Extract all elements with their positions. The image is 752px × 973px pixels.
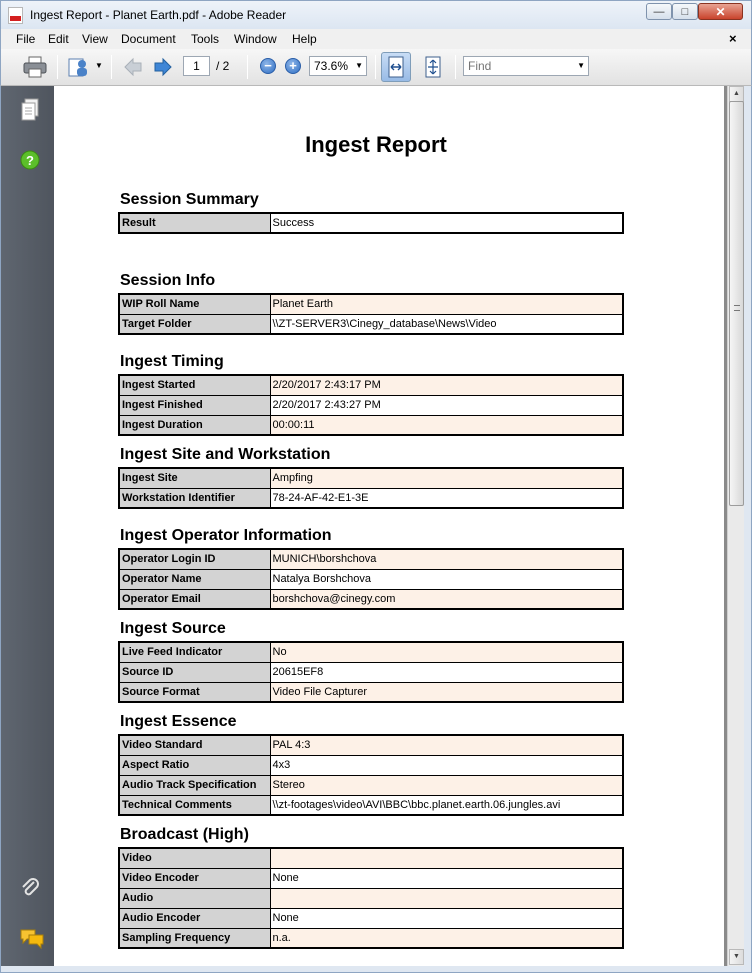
zoom-in-button[interactable] [285, 58, 301, 74]
field-value: 4x3 [270, 755, 623, 775]
section-heading: Broadcast (High) [120, 826, 249, 843]
table-row [119, 755, 623, 775]
report-table [118, 212, 624, 234]
section-heading: Ingest Source [120, 620, 226, 637]
field-label: Video [119, 848, 270, 868]
field-label: Live Feed Indicator [119, 642, 270, 662]
report-table [118, 374, 624, 436]
field-value: Planet Earth [270, 294, 623, 314]
field-value: No [270, 642, 623, 662]
attachment-icon[interactable] [20, 876, 40, 900]
field-label: Source Format [119, 682, 270, 702]
zoom-out-icon: − [264, 58, 272, 73]
scroll-down-icon[interactable]: ▼ [729, 949, 744, 965]
toolbar [0, 49, 752, 86]
toolbar-separator [111, 55, 112, 79]
field-value: 20615EF8 [270, 662, 623, 682]
find-input[interactable] [464, 57, 574, 75]
close-window-button[interactable] [698, 3, 743, 20]
window-title: Ingest Report - Planet Earth.pdf - Adobe Reader [30, 8, 287, 22]
fit-page-icon [419, 53, 447, 81]
fit-page-button[interactable] [418, 52, 448, 82]
zoom-out-button[interactable] [260, 58, 276, 74]
field-label: WIP Roll Name [119, 294, 270, 314]
comments-icon[interactable] [20, 928, 44, 950]
table-row [119, 795, 623, 815]
table-row [119, 415, 623, 435]
scroll-grip [734, 305, 740, 311]
field-value: borshchova@cinegy.com [270, 589, 623, 609]
toolbar-separator [247, 55, 248, 79]
table-row [119, 314, 623, 334]
table-row [119, 395, 623, 415]
field-value: None [270, 868, 623, 888]
field-value: 78-24-AF-42-E1-3E [270, 488, 623, 508]
document-close-icon[interactable]: × [729, 31, 737, 46]
close-icon: ✕ [715, 5, 726, 19]
field-label: Video Standard [119, 735, 270, 755]
field-value: Natalya Borshchova [270, 569, 623, 589]
field-value [270, 848, 623, 868]
field-label: Workstation Identifier [119, 488, 270, 508]
toolbar-separator [455, 55, 456, 79]
field-value [270, 888, 623, 908]
table-row [119, 549, 623, 569]
field-label: Ingest Duration [119, 415, 270, 435]
field-label: Operator Name [119, 569, 270, 589]
table-row [119, 775, 623, 795]
section-heading: Session Summary [120, 191, 259, 208]
window-frame-bottom [0, 966, 752, 973]
table-row [119, 213, 623, 233]
table-row [119, 589, 623, 609]
field-value: PAL 4:3 [270, 735, 623, 755]
field-label: Audio [119, 888, 270, 908]
title-bar [0, 0, 752, 29]
chevron-down-icon: ▼ [355, 61, 363, 70]
field-value: 00:00:11 [270, 415, 623, 435]
field-value: \\zt-footages\video\AVI\BBC\bbc.planet.earth.06.jungles.avi [270, 795, 623, 815]
field-label: Technical Comments [119, 795, 270, 815]
document-viewport[interactable] [54, 86, 727, 966]
section-heading: Ingest Timing [120, 353, 224, 370]
section-heading: Session Info [120, 272, 216, 289]
field-label: Source ID [119, 662, 270, 682]
menu-bar [0, 29, 752, 49]
field-value: n.a. [270, 928, 623, 948]
table-row [119, 375, 623, 395]
field-value: \\ZT-SERVER3\Cinegy_database\News\Video [270, 314, 623, 334]
table-row [119, 682, 623, 702]
navigation-panel [0, 86, 54, 966]
maximize-icon: □ [681, 6, 689, 18]
section-heading: Ingest Site and Workstation [120, 446, 331, 463]
page-number-input[interactable]: 1 [183, 56, 210, 76]
field-value: Success [270, 213, 623, 233]
collaborate-icon[interactable] [67, 56, 91, 78]
report-table [118, 293, 624, 335]
pdf-page [54, 86, 724, 966]
fit-width-button[interactable] [381, 52, 411, 82]
report-table [118, 734, 624, 816]
field-label: Operator Email [119, 589, 270, 609]
field-label: Target Folder [119, 314, 270, 334]
menu-document[interactable]: Document [121, 32, 176, 46]
vertical-scrollbar[interactable] [727, 86, 744, 966]
field-value: Stereo [270, 775, 623, 795]
section-heading: Ingest Essence [120, 713, 237, 730]
adobe-pdf-icon [8, 7, 23, 24]
field-value: Video File Capturer [270, 682, 623, 702]
scroll-up-icon[interactable]: ▲ [729, 86, 744, 102]
report-table [118, 467, 624, 509]
previous-page-icon[interactable] [123, 57, 143, 77]
window-frame-right [744, 86, 752, 973]
collaborate-dropdown-icon[interactable]: ▼ [95, 61, 103, 70]
field-label: Video Encoder [119, 868, 270, 888]
help-icon[interactable] [20, 150, 40, 170]
table-row [119, 888, 623, 908]
field-label: Audio Track Specification [119, 775, 270, 795]
scroll-thumb[interactable] [729, 101, 744, 506]
print-icon[interactable] [23, 56, 47, 78]
pages-icon[interactable] [20, 98, 40, 122]
zoom-level: 73.6% [314, 59, 349, 73]
find-box[interactable] [463, 56, 589, 76]
field-label: Result [119, 213, 270, 233]
minimize-icon: — [653, 6, 665, 18]
page-total: / 2 [216, 59, 230, 73]
table-row [119, 642, 623, 662]
menu-window[interactable]: Window [234, 32, 277, 46]
table-row [119, 735, 623, 755]
toolbar-separator [375, 55, 376, 79]
field-value: MUNICH\borshchova [270, 549, 623, 569]
field-label: Audio Encoder [119, 908, 270, 928]
field-value: None [270, 908, 623, 928]
menu-edit[interactable]: Edit [48, 32, 69, 46]
table-row [119, 848, 623, 868]
table-row [119, 928, 623, 948]
table-row [119, 488, 623, 508]
table-row [119, 868, 623, 888]
report-table [118, 548, 624, 610]
table-row [119, 468, 623, 488]
field-label: Ingest Started [119, 375, 270, 395]
svg-text:?: ? [26, 153, 34, 168]
table-row [119, 294, 623, 314]
report-table [118, 847, 624, 949]
field-value: 2/20/2017 2:43:27 PM [270, 395, 623, 415]
toolbar-separator [57, 55, 58, 79]
menu-tools[interactable]: Tools [191, 32, 220, 46]
report-table [118, 641, 624, 703]
find-dropdown-icon[interactable]: ▼ [577, 61, 585, 70]
field-label: Ingest Site [119, 468, 270, 488]
field-label: Aspect Ratio [119, 755, 270, 775]
zoom-in-icon: + [289, 58, 297, 73]
field-label: Sampling Frequency [119, 928, 270, 948]
fit-width-icon [382, 53, 410, 81]
table-row [119, 908, 623, 928]
menu-file[interactable]: File [16, 32, 36, 46]
menu-view[interactable]: View [82, 32, 108, 46]
menu-help[interactable]: Help [292, 32, 317, 46]
field-label: Ingest Finished [119, 395, 270, 415]
report-title: Ingest Report [305, 132, 447, 157]
minimize-button[interactable] [646, 3, 672, 20]
zoom-level-select[interactable] [309, 56, 367, 76]
section-heading: Ingest Operator Information [120, 527, 332, 544]
field-value: Ampfing [270, 468, 623, 488]
maximize-button[interactable] [672, 3, 698, 20]
table-row [119, 662, 623, 682]
table-row [119, 569, 623, 589]
field-label: Operator Login ID [119, 549, 270, 569]
field-value: 2/20/2017 2:43:17 PM [270, 375, 623, 395]
next-page-icon[interactable] [153, 57, 173, 77]
